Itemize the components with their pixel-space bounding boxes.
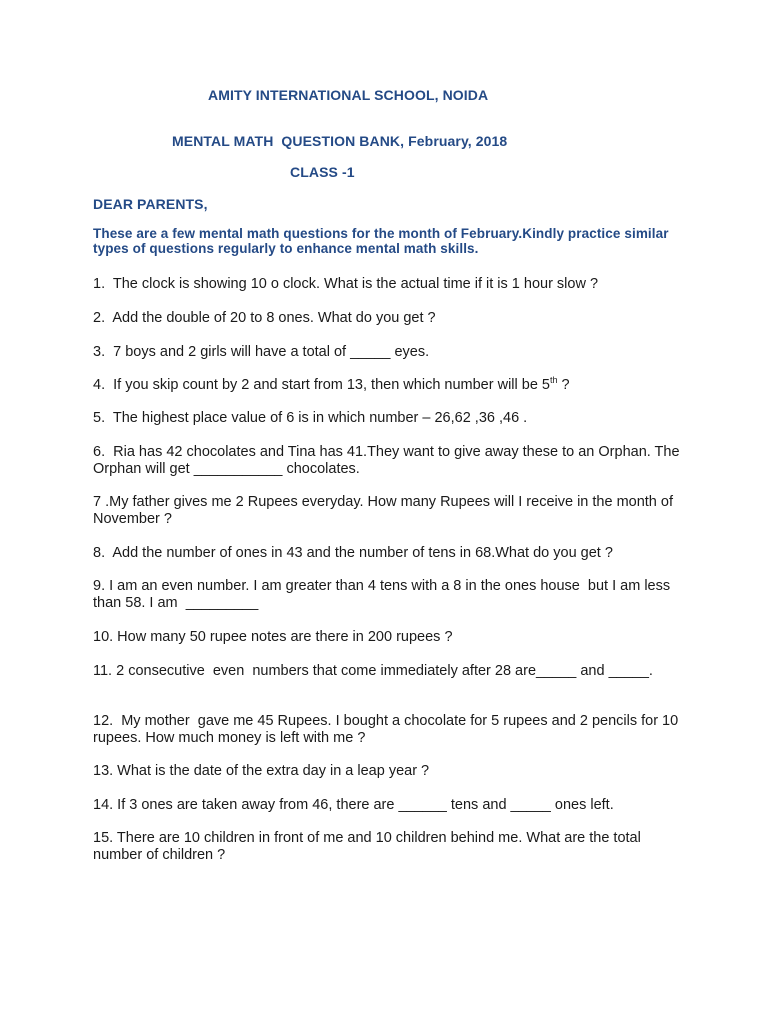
- question-12: 12. My mother gave me 45 Rupees. I bought a chocolate for 5 rupees and 2 pencils for 10 rupees. How much money is left with me ?: [93, 713, 683, 746]
- question-4: [93, 377, 693, 394]
- question-8: 8. Add the number of ones in 43 and the number of tens in 68.What do you get ?: [93, 545, 613, 561]
- greeting: DEAR PARENTS,: [93, 196, 208, 212]
- question-11: 11. 2 consecutive even numbers that come immediately after 28 are_____ and _____.: [93, 663, 653, 679]
- question-14: 14. If 3 ones are taken away from 46, there are ______ tens and _____ ones left.: [93, 797, 614, 813]
- class-label: CLASS -1: [290, 164, 355, 180]
- intro-text: These are a few mental math questions for the month of February.Kindly practice similar types of questions regularly to enhance mental math skills.: [93, 226, 669, 256]
- question-4-superscript: th: [549, 375, 558, 386]
- question-5: 5. The highest place value of 6 is in which number – 26,62 ,36 ,46 .: [93, 410, 528, 426]
- question-1: 1. The clock is showing 10 o clock. What is the actual time if it is 1 hour slow ?: [93, 276, 599, 292]
- question-13: 13. What is the date of the extra day in a leap year ?: [93, 763, 430, 779]
- question-6: 6. Ria has 42 chocolates and Tina has 41.They want to give away these to an Orphan. The Orphan will get ___________ chocolates.: [93, 444, 684, 477]
- school-name: AMITY INTERNATIONAL SCHOOL, NOIDA: [208, 87, 489, 103]
- question-7: 7 .My father gives me 2 Rupees everyday. How many Rupees will I receive in the month of November ?: [93, 494, 678, 527]
- question-3: 3. 7 boys and 2 girls will have a total of _____ eyes.: [93, 344, 430, 360]
- question-2: 2. Add the double of 20 to 8 ones. What do you get ?: [93, 310, 436, 326]
- question-4-end: ?: [557, 377, 570, 393]
- question-9: 9. I am an even number. I am greater than 4 tens with a 8 in the ones house but I am less than 58. I am _________: [93, 578, 675, 611]
- question-bank-title: MENTAL MATH QUESTION BANK, February, 2018: [172, 133, 508, 149]
- question-4-text: 4. If you skip count by 2 and start from 13, then which number will be 5: [93, 377, 550, 393]
- question-15: 15. There are 10 children in front of me and 10 children behind me. What are the total number of children ?: [93, 830, 645, 863]
- question-10: 10. How many 50 rupee notes are there in 200 rupees ?: [93, 629, 453, 645]
